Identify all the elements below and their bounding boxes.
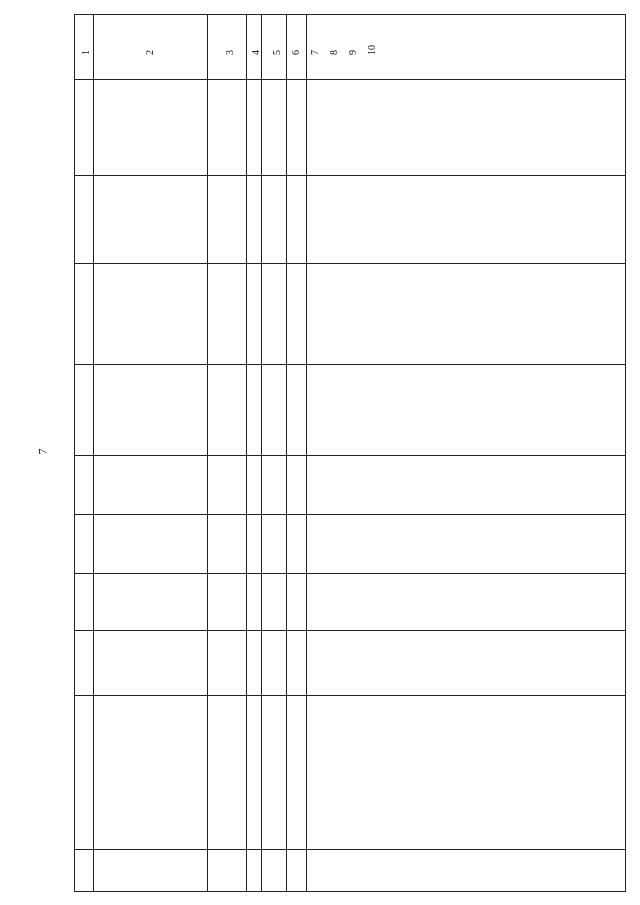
col-num-6: 6 [291,50,302,55]
col-num-1: 1 [81,50,92,55]
col-num-4: 4 [251,50,262,55]
col-num-3: 3 [225,50,236,55]
page-number: 7 [35,448,50,455]
col-num-10: 10 [367,45,378,55]
col-num-9: 9 [348,50,359,55]
col-num-2: 2 [145,50,156,55]
col-num-8: 8 [329,50,340,55]
col-num-7: 7 [310,50,321,55]
col-num-5: 5 [272,50,283,55]
program-table [74,14,626,892]
